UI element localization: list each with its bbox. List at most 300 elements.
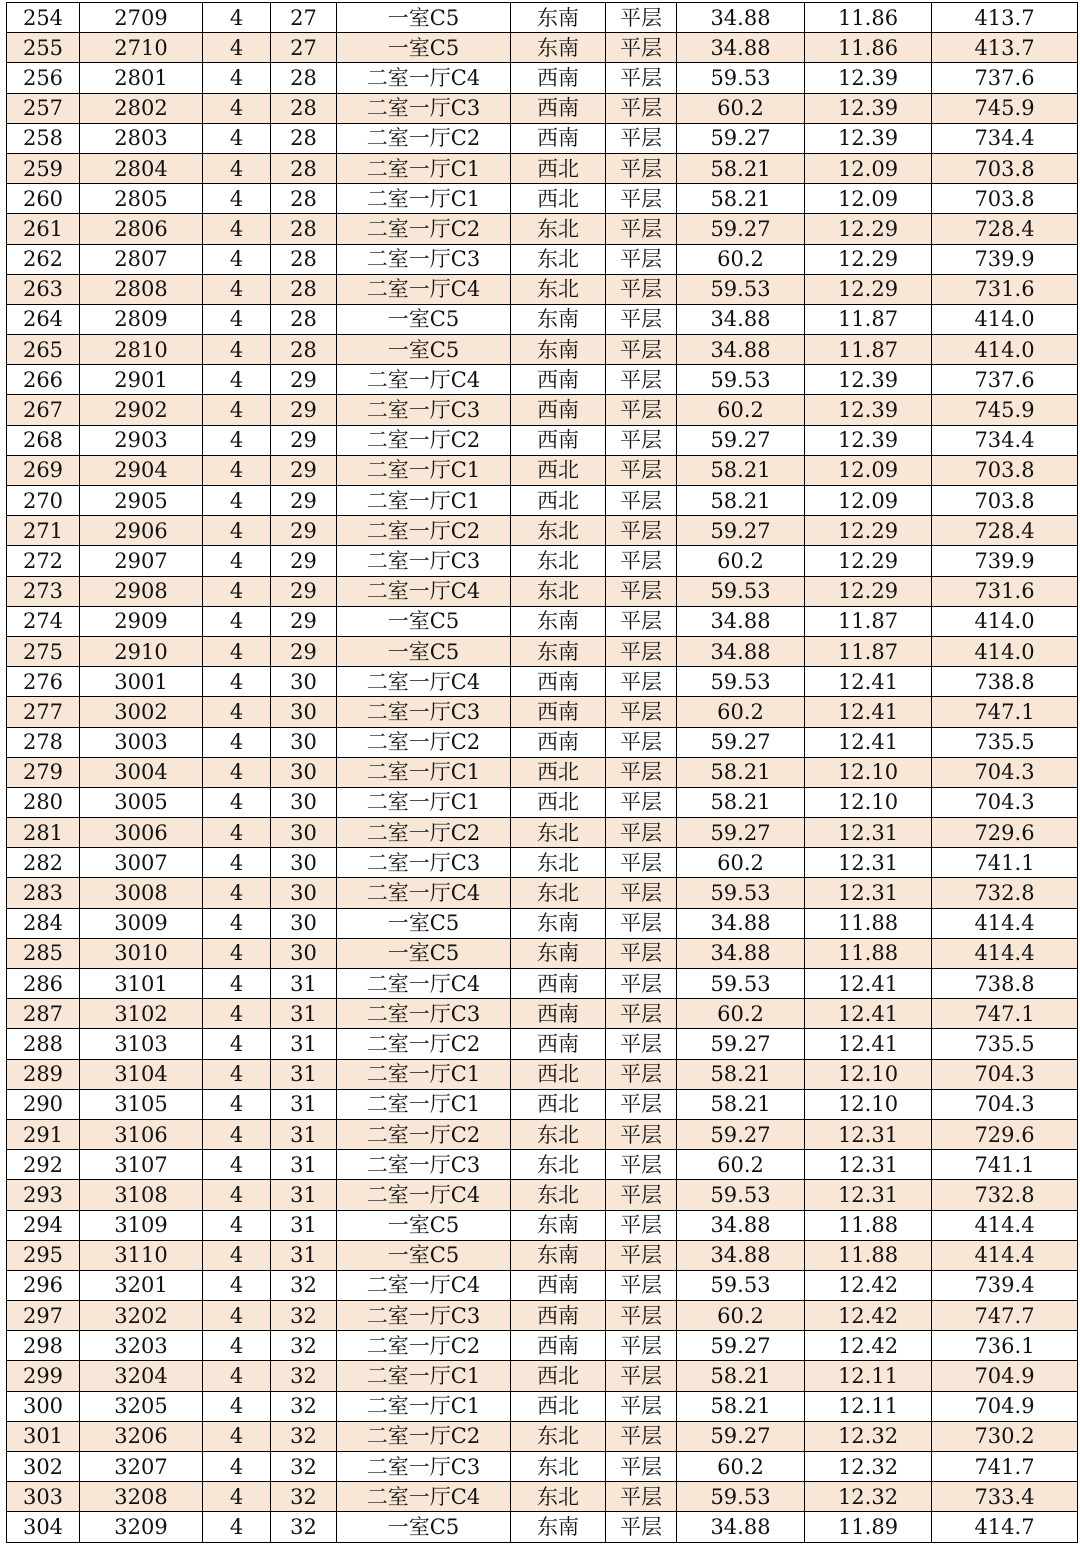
table-cell: 12.32 [805,1421,932,1451]
table-cell: 二室一厅C4 [337,63,511,93]
table-cell: 4 [203,1482,271,1512]
table-cell: 11.88 [805,1210,932,1240]
table-cell: 12.10 [805,1059,932,1089]
table-cell: 281 [7,818,80,848]
table-cell: 二室一厅C1 [337,1361,511,1391]
table-cell: 二室一厅C4 [337,878,511,908]
table-cell: 32 [271,1270,337,1300]
table-cell: 31 [271,1029,337,1059]
table-cell: 一室C5 [337,1210,511,1240]
table-cell: 西北 [511,1391,606,1421]
table-cell: 2904 [80,455,203,485]
table-cell: 4 [203,908,271,938]
table-cell: 西北 [511,455,606,485]
table-cell: 4 [203,969,271,999]
table-cell: 293 [7,1180,80,1210]
table-cell: 12.41 [805,727,932,757]
table-cell: 平层 [606,1029,677,1059]
table-cell: 西南 [511,1301,606,1331]
table-cell: 西南 [511,123,606,153]
table-cell: 3001 [80,667,203,697]
table-cell: 747.1 [932,697,1078,727]
table-cell: 276 [7,667,80,697]
table-cell: 平层 [606,1150,677,1180]
table-cell: 3208 [80,1482,203,1512]
table-cell: 12.39 [805,365,932,395]
table-cell: 东北 [511,244,606,274]
table-row [7,3,1078,33]
table-cell: 4 [203,395,271,425]
table-cell: 270 [7,486,80,516]
table-row [7,1482,1078,1512]
table-cell: 平层 [606,1119,677,1149]
table-cell: 59.27 [677,214,805,244]
table-cell: 4 [203,576,271,606]
table-row [7,516,1078,546]
unit-price-table [6,2,1078,1543]
table-cell: 平层 [606,999,677,1029]
table-cell: 12.29 [805,516,932,546]
table-cell: 二室一厅C4 [337,576,511,606]
table-cell: 254 [7,3,80,33]
table-cell: 一室C5 [337,33,511,63]
table-cell: 59.27 [677,123,805,153]
table-cell: 739.9 [932,546,1078,576]
table-cell: 东南 [511,1240,606,1270]
table-cell: 11.89 [805,1512,932,1542]
table-cell: 745.9 [932,93,1078,123]
table-cell: 291 [7,1119,80,1149]
table-cell: 295 [7,1240,80,1270]
table-cell: 58.21 [677,184,805,214]
table-cell: 12.09 [805,455,932,485]
table-cell: 741.7 [932,1452,1078,1482]
table-cell: 32 [271,1452,337,1482]
table-cell: 4 [203,1512,271,1542]
table-cell: 二室一厅C3 [337,244,511,274]
table-cell: 4 [203,486,271,516]
table-cell: 292 [7,1150,80,1180]
table-cell: 4 [203,818,271,848]
table-cell: 286 [7,969,80,999]
table-cell: 东北 [511,576,606,606]
table-cell: 东北 [511,1452,606,1482]
table-cell: 西南 [511,697,606,727]
table-cell: 平层 [606,1452,677,1482]
table-cell: 西南 [511,93,606,123]
table-cell: 二室一厅C4 [337,1270,511,1300]
table-row [7,908,1078,938]
table-cell: 12.32 [805,1482,932,1512]
table-row [7,999,1078,1029]
table-cell: 4 [203,214,271,244]
table-cell: 28 [271,123,337,153]
table-cell: 4 [203,1029,271,1059]
table-cell: 59.27 [677,1331,805,1361]
table-cell: 413.7 [932,3,1078,33]
table-cell: 260 [7,184,80,214]
table-cell: 255 [7,33,80,63]
table-cell: 60.2 [677,546,805,576]
table-cell: 285 [7,938,80,968]
table-cell: 2902 [80,395,203,425]
table-cell: 平层 [606,1240,677,1270]
table-cell: 东南 [511,3,606,33]
table-cell: 12.41 [805,1029,932,1059]
table-cell: 4 [203,938,271,968]
table-cell: 4 [203,1119,271,1149]
table-cell: 西南 [511,999,606,1029]
table-row [7,304,1078,334]
table-cell: 27 [271,3,337,33]
table-cell: 4 [203,1150,271,1180]
table-cell: 32 [271,1361,337,1391]
table-cell: 西南 [511,727,606,757]
table-cell: 59.27 [677,425,805,455]
table-cell: 414.4 [932,908,1078,938]
table-cell: 304 [7,1512,80,1542]
table-cell: 58.21 [677,787,805,817]
table-cell: 一室C5 [337,938,511,968]
table-cell: 259 [7,153,80,183]
table-cell: 二室一厅C4 [337,1482,511,1512]
table-cell: 一室C5 [337,335,511,365]
table-cell: 平层 [606,1421,677,1451]
table-cell: 34.88 [677,3,805,33]
table-cell: 二室一厅C3 [337,1150,511,1180]
table-cell: 平层 [606,274,677,304]
table-cell: 4 [203,787,271,817]
table-cell: 735.5 [932,727,1078,757]
table-cell: 2907 [80,546,203,576]
table-cell: 4 [203,365,271,395]
table-row [7,244,1078,274]
table-cell: 59.53 [677,63,805,93]
table-cell: 西南 [511,1029,606,1059]
table-cell: 59.53 [677,667,805,697]
table-cell: 58.21 [677,486,805,516]
table-row [7,63,1078,93]
table-row [7,1180,1078,1210]
table-cell: 平层 [606,1301,677,1331]
table-cell: 3104 [80,1059,203,1089]
table-cell: 4 [203,667,271,697]
table-cell: 东南 [511,1512,606,1542]
table-cell: 西南 [511,425,606,455]
table-cell: 58.21 [677,1361,805,1391]
table-cell: 3203 [80,1331,203,1361]
table-cell: 32 [271,1512,337,1542]
table-cell: 4 [203,757,271,787]
table-cell: 12.31 [805,1119,932,1149]
table-cell: 4 [203,1210,271,1240]
table-row [7,969,1078,999]
table-cell: 二室一厅C4 [337,667,511,697]
table-cell: 4 [203,546,271,576]
table-cell: 平层 [606,1059,677,1089]
table-cell: 东北 [511,1119,606,1149]
table-cell: 12.41 [805,999,932,1029]
table-cell: 60.2 [677,999,805,1029]
table-cell: 西南 [511,1270,606,1300]
table-cell: 59.53 [677,274,805,304]
table-cell: 258 [7,123,80,153]
table-cell: 平层 [606,878,677,908]
table-cell: 东北 [511,878,606,908]
table-cell: 738.8 [932,667,1078,697]
table-cell: 28 [271,63,337,93]
table-cell: 30 [271,787,337,817]
table-cell: 4 [203,304,271,334]
table-cell: 2709 [80,3,203,33]
table-cell: 32 [271,1331,337,1361]
table-cell: 414.0 [932,335,1078,365]
table-cell: 4 [203,33,271,63]
table-cell: 298 [7,1331,80,1361]
table-cell: 734.4 [932,425,1078,455]
table-cell: 60.2 [677,1301,805,1331]
table-row [7,365,1078,395]
table-cell: 30 [271,757,337,787]
table-cell: 3109 [80,1210,203,1240]
table-cell: 12.29 [805,274,932,304]
table-cell: 703.8 [932,455,1078,485]
table-row [7,1452,1078,1482]
table-cell: 12.29 [805,244,932,274]
table-row [7,938,1078,968]
table-cell: 3101 [80,969,203,999]
table-cell: 34.88 [677,636,805,666]
table-cell: 2906 [80,516,203,546]
table-cell: 12.39 [805,63,932,93]
table-cell: 12.10 [805,787,932,817]
table-cell: 西北 [511,486,606,516]
table-row [7,1512,1078,1542]
table-cell: 平层 [606,365,677,395]
table-cell: 4 [203,3,271,33]
table-row [7,818,1078,848]
table-row [7,274,1078,304]
table-cell: 一室C5 [337,636,511,666]
table-row [7,1270,1078,1300]
table-cell: 31 [271,1089,337,1119]
table-cell: 12.42 [805,1270,932,1300]
table-cell: 3205 [80,1391,203,1421]
table-cell: 3002 [80,697,203,727]
table-cell: 二室一厅C2 [337,214,511,244]
table-cell: 11.88 [805,938,932,968]
table-cell: 平层 [606,214,677,244]
table-cell: 747.7 [932,1301,1078,1331]
table-row [7,787,1078,817]
table-cell: 2909 [80,606,203,636]
table-cell: 平层 [606,395,677,425]
table-cell: 4 [203,697,271,727]
table-cell: 3108 [80,1180,203,1210]
table-cell: 34.88 [677,1240,805,1270]
table-cell: 西北 [511,787,606,817]
table-row [7,1210,1078,1240]
table-cell: 西南 [511,395,606,425]
table-cell: 301 [7,1421,80,1451]
table-cell: 4 [203,727,271,757]
table-cell: 二室一厅C2 [337,1029,511,1059]
table-cell: 西南 [511,667,606,697]
table-cell: 西北 [511,1361,606,1391]
table-row [7,1301,1078,1331]
table-cell: 29 [271,636,337,666]
table-cell: 745.9 [932,395,1078,425]
table-cell: 277 [7,697,80,727]
table-cell: 4 [203,1421,271,1451]
table-row [7,757,1078,787]
table-cell: 29 [271,486,337,516]
table-cell: 西北 [511,184,606,214]
table-cell: 2801 [80,63,203,93]
table-cell: 12.29 [805,576,932,606]
table-row [7,455,1078,485]
table-cell: 296 [7,1270,80,1300]
table-cell: 414.0 [932,304,1078,334]
table-cell: 303 [7,1482,80,1512]
table-cell: 60.2 [677,1150,805,1180]
table-cell: 平层 [606,1270,677,1300]
table-cell: 3201 [80,1270,203,1300]
table-cell: 59.27 [677,1421,805,1451]
table-cell: 12.41 [805,969,932,999]
table-cell: 4 [203,878,271,908]
table-cell: 二室一厅C2 [337,727,511,757]
table-cell: 29 [271,576,337,606]
table-cell: 59.53 [677,1270,805,1300]
table-cell: 东南 [511,606,606,636]
table-cell: 2910 [80,636,203,666]
table-cell: 414.4 [932,938,1078,968]
table-cell: 3106 [80,1119,203,1149]
table-cell: 29 [271,365,337,395]
table-cell: 平层 [606,244,677,274]
table-cell: 288 [7,1029,80,1059]
table-cell: 12.32 [805,1452,932,1482]
table-cell: 3004 [80,757,203,787]
table-cell: 12.39 [805,93,932,123]
table-cell: 3107 [80,1150,203,1180]
table-cell: 11.86 [805,3,932,33]
table-cell: 12.41 [805,667,932,697]
table-cell: 东北 [511,274,606,304]
table-row [7,1119,1078,1149]
table-row [7,667,1078,697]
table-cell: 739.9 [932,244,1078,274]
table-cell: 4 [203,1089,271,1119]
table-cell: 3202 [80,1301,203,1331]
table-cell: 12.39 [805,425,932,455]
table-cell: 4 [203,274,271,304]
table-cell: 4 [203,153,271,183]
table-cell: 4 [203,636,271,666]
table-cell: 平层 [606,335,677,365]
table-cell: 3206 [80,1421,203,1451]
table-row [7,1150,1078,1180]
table-cell: 2810 [80,335,203,365]
table-cell: 2903 [80,425,203,455]
table-cell: 59.27 [677,818,805,848]
table-cell: 703.8 [932,486,1078,516]
table-cell: 32 [271,1391,337,1421]
table-cell: 32 [271,1421,337,1451]
table-cell: 747.1 [932,999,1078,1029]
table-cell: 58.21 [677,757,805,787]
table-cell: 274 [7,606,80,636]
table-cell: 34.88 [677,1210,805,1240]
table-cell: 30 [271,878,337,908]
table-cell: 3102 [80,999,203,1029]
table-cell: 261 [7,214,80,244]
table-cell: 3010 [80,938,203,968]
table-cell: 二室一厅C3 [337,848,511,878]
table-row [7,878,1078,908]
table-cell: 西北 [511,757,606,787]
table-cell: 平层 [606,1361,677,1391]
table-cell: 272 [7,546,80,576]
table-cell: 271 [7,516,80,546]
table-cell: 平层 [606,1331,677,1361]
table-cell: 4 [203,455,271,485]
table-cell: 12.31 [805,878,932,908]
table-cell: 平层 [606,304,677,334]
table-row [7,93,1078,123]
table-cell: 2808 [80,274,203,304]
table-cell: 平层 [606,757,677,787]
table-cell: 西北 [511,1089,606,1119]
table-cell: 739.4 [932,1270,1078,1300]
table-cell: 268 [7,425,80,455]
table-cell: 58.21 [677,1391,805,1421]
table-cell: 东北 [511,818,606,848]
table-cell: 31 [271,1180,337,1210]
table-cell: 31 [271,1150,337,1180]
table-cell: 平层 [606,93,677,123]
table-cell: 平层 [606,667,677,697]
table-cell: 2901 [80,365,203,395]
table-cell: 31 [271,969,337,999]
table-cell: 294 [7,1210,80,1240]
table-row [7,153,1078,183]
table-cell: 二室一厅C2 [337,516,511,546]
table-cell: 西北 [511,153,606,183]
table-row [7,546,1078,576]
table-cell: 735.5 [932,1029,1078,1059]
table-cell: 二室一厅C4 [337,365,511,395]
table-cell: 平层 [606,1210,677,1240]
table-cell: 平层 [606,938,677,968]
table-cell: 703.8 [932,184,1078,214]
table-cell: 733.4 [932,1482,1078,1512]
table-cell: 4 [203,848,271,878]
table-cell: 704.3 [932,787,1078,817]
table-cell: 728.4 [932,516,1078,546]
table-cell: 平层 [606,636,677,666]
table-cell: 2805 [80,184,203,214]
table-cell: 31 [271,1119,337,1149]
table-cell: 4 [203,1180,271,1210]
table-row [7,1361,1078,1391]
table-cell: 60.2 [677,848,805,878]
table-cell: 11.87 [805,606,932,636]
table-cell: 4 [203,244,271,274]
table-cell: 11.88 [805,1240,932,1270]
table-cell: 平层 [606,727,677,757]
